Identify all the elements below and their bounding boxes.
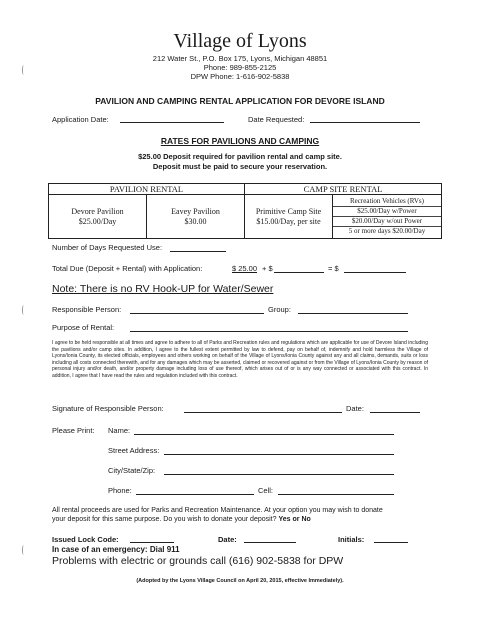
phone: Phone: 989-855-2125 [203,63,277,72]
eavey-pavilion-name: Eavey Pavilion [171,206,220,216]
date-requested-field[interactable] [310,122,420,123]
total-amount-field[interactable] [344,272,406,273]
pavilion-rental-header: PAVILION RENTAL [49,184,245,195]
donation-line-1: All rental proceeds are used for Parks and Recreation Maintenance. At your option you may wish to donate [52,507,383,514]
rental-amount-field[interactable] [274,272,324,273]
devore-pavilion-cell [49,195,147,239]
devore-pavilion-name: Devore Pavilion [71,206,124,216]
name-label: Name: [108,426,131,435]
street-address-field[interactable] [164,454,394,455]
phone-label: Phone: [108,486,132,495]
rv-hookup-note: Note: There is no RV Hook-UP for Water/Sewer [52,283,274,295]
signature-label: Signature of Responsible Person: [52,404,164,413]
primitive-camp-cell [245,195,333,239]
emergency-line: In case of an emergency: Dial 911 [52,545,180,554]
devore-pavilion-price: $25.00/Day [78,216,117,226]
rv-no-power-rate: $20.00/Day w/out Power [333,217,441,227]
days-requested-label: Number of Days Requested Use: [52,243,163,252]
please-print-label: Please Print: [52,426,95,435]
donate-yes-option[interactable]: Yes [278,516,291,523]
binder-mark [22,545,25,555]
total-plus: + $ [262,264,273,273]
application-date-label: Application Date: [52,115,109,124]
donate-or: or [292,516,300,523]
responsible-person-field[interactable] [130,313,264,314]
cell-field[interactable] [278,494,394,495]
signature-field[interactable] [184,412,342,413]
initials-label: Initials: [338,535,365,544]
rv-title: Recreation Vehicles (RVs) [333,197,441,207]
form-title: PAVILION AND CAMPING RENTAL APPLICATION FOR DEVORE ISLAND [95,96,385,106]
primitive-camp-price: $15.00/Day, per site [256,216,321,226]
application-date-field[interactable] [120,122,224,123]
signature-date-field[interactable] [370,412,420,413]
city-state-zip-field[interactable] [164,474,394,475]
initials-field[interactable] [374,542,408,543]
rates-table [48,183,442,239]
deposit-line-2: Deposit must be paid to secure your reservation. [152,162,328,171]
liability-agreement: I agree to be held responsible at all times and agree to adhere to all of Parks and Recreation rules and regulations which are applicable for use of Devore Island including the pavilions and/or camp sites. In addition, I agree to the fullest extent permitted by law to defend, pay on behalf of, indemnify and hold harmless the Village of Lyons/Ionia County, its elected officials, employees and others working on behalf of the Village of Lyons/Ionia County against any and all claims, demands, suits or loss including all costs connected therewith, and for any damages which may be asserted, claimed or recovered against or from the Village of Lyons/Ionia County by reason of personal injury and/or death, and/or property damage including loss of use thereof, which arises out of or is any way connected or associated with this contract. In addition, I agree that I have read the rules and regulation included with this contract. [52,340,428,379]
rv-long-stay-rate: 5 or more days $20.00/Day [348,227,426,235]
primitive-camp-name: Primitive Camp Site [255,206,322,216]
deposit-line-1: $25.00 Deposit required for pavilion rental and camp site. [138,152,342,161]
donation-question: your deposit for this same purpose. Do you wish to donate your deposit? [52,516,277,523]
rv-power-rate: $25.00/Day w/Power [333,207,441,217]
date-requested-label: Date Requested: [248,115,305,124]
group-label: Group: [268,305,291,314]
office-date-label: Date: [218,535,237,544]
village-title: Village of Lyons [173,30,307,52]
name-field[interactable] [134,434,394,435]
total-deposit-amount: $ 25.00 [232,264,258,273]
eavey-pavilion-cell [147,195,245,239]
adoption-note: (Adopted by the Lyons Village Council on April 20, 2015, effective Immediately). [136,578,344,584]
eavey-pavilion-price: $30.00 [184,216,207,226]
group-field[interactable] [298,313,408,314]
city-state-zip-label: City/State/Zip: [108,466,156,475]
camp-site-rental-header: CAMP SITE RENTAL [245,184,442,195]
days-requested-field[interactable] [170,251,226,252]
binder-mark [22,305,25,315]
lock-code-label: Issued Lock Code: [52,535,119,544]
purpose-label: Purpose of Rental: [52,323,115,332]
donate-no-option[interactable]: No [301,516,311,523]
office-date-field[interactable] [244,542,296,543]
cell-label: Cell: [258,486,274,495]
rv-cell [333,195,442,239]
purpose-field[interactable] [130,331,408,332]
signature-date-label: Date: [346,404,364,413]
street-address-label: Street Address: [108,446,160,455]
phone-field[interactable] [136,494,254,495]
donation-line-2 [52,516,311,523]
lock-code-field[interactable] [130,542,174,543]
address: 212 Water St., P.O. Box 175, Lyons, Michigan 48851 [152,54,328,63]
total-equals: = $ [328,264,339,273]
total-due-label: Total Due (Deposit + Rental) with Application: [52,264,203,273]
responsible-person-label: Responsible Person: [52,305,122,314]
dpw-phone: DPW Phone: 1-616-902-5838 [190,72,290,81]
rates-heading: RATES FOR PAVILIONS AND CAMPING [160,136,320,146]
dpw-problems-line: Problems with electric or grounds call (616) 902-5838 for DPW [52,555,344,567]
